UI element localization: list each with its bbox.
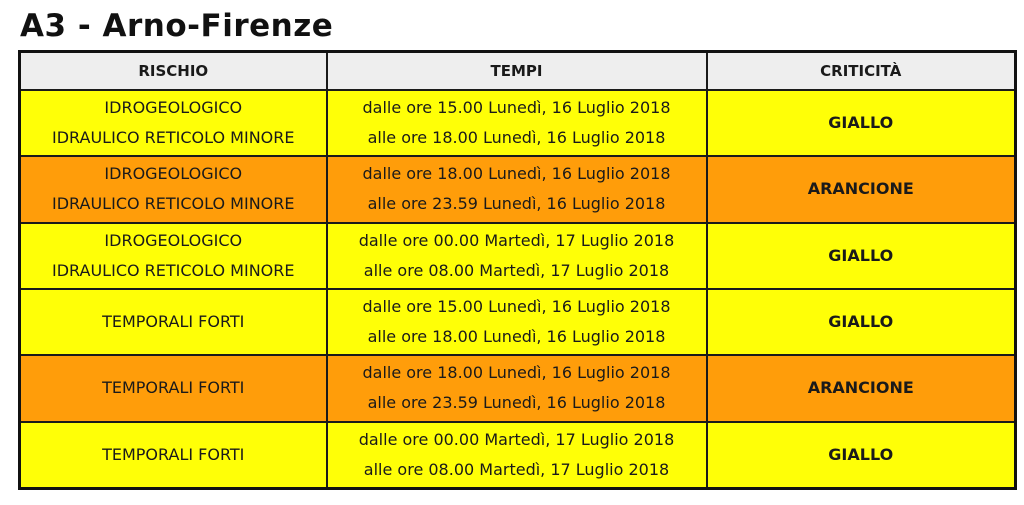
table-row xyxy=(20,422,1016,489)
tempi-from: dalle ore 00.00 Martedì, 17 Luglio 2018 xyxy=(358,230,675,250)
tempi-cell xyxy=(327,156,707,222)
tempi-to: alle ore 08.00 Martedì, 17 Luglio 2018 xyxy=(363,260,670,280)
rischio-line: IDROGEOLOGICO xyxy=(104,98,243,118)
tempi-to: alle ore 18.00 Lunedì, 16 Luglio 2018 xyxy=(367,327,666,347)
criticita-cell: ARANCIONE xyxy=(707,355,1016,421)
criticita-cell: GIALLO xyxy=(707,289,1016,355)
criticita-cell: GIALLO xyxy=(707,422,1016,489)
criticita-cell: GIALLO xyxy=(707,90,1016,156)
table-row xyxy=(20,289,1016,355)
rischio-line: IDRAULICO RETICOLO MINORE xyxy=(52,194,295,214)
criticita-cell: ARANCIONE xyxy=(707,156,1016,222)
rischio-line: TEMPORALI FORTI xyxy=(102,312,245,332)
table-row xyxy=(20,355,1016,421)
tempi-to: alle ore 08.00 Martedì, 17 Luglio 2018 xyxy=(363,459,670,479)
tempi-to: alle ore 23.59 Lunedì, 16 Luglio 2018 xyxy=(367,194,666,214)
table-row xyxy=(20,90,1016,156)
criticita-cell: GIALLO xyxy=(707,223,1016,289)
tempi-from: dalle ore 18.00 Lunedì, 16 Luglio 2018 xyxy=(362,164,671,184)
rischio-cell xyxy=(20,156,327,222)
table-header-row xyxy=(20,52,1016,91)
rischio-cell xyxy=(20,355,327,421)
header-tempi: TEMPI xyxy=(327,52,707,91)
header-criticita: CRITICITÀ xyxy=(707,52,1016,91)
table-row xyxy=(20,156,1016,222)
tempi-from: dalle ore 18.00 Lunedì, 16 Luglio 2018 xyxy=(362,363,671,383)
rischio-cell xyxy=(20,289,327,355)
rischio-cell xyxy=(20,422,327,489)
tempi-to: alle ore 18.00 Lunedì, 16 Luglio 2018 xyxy=(367,128,666,148)
tempi-cell xyxy=(327,90,707,156)
tempi-cell xyxy=(327,422,707,489)
tempi-cell xyxy=(327,355,707,421)
rischio-line: TEMPORALI FORTI xyxy=(102,444,245,464)
page-title: A3 - Arno-Firenze xyxy=(20,8,334,44)
tempi-cell xyxy=(327,289,707,355)
tempi-to: alle ore 23.59 Lunedì, 16 Luglio 2018 xyxy=(367,393,666,413)
rischio-line: IDRAULICO RETICOLO MINORE xyxy=(52,260,295,280)
tempi-from: dalle ore 15.00 Lunedì, 16 Luglio 2018 xyxy=(362,98,671,118)
table-row xyxy=(20,223,1016,289)
rischio-line: IDROGEOLOGICO xyxy=(104,230,243,250)
rischio-cell xyxy=(20,90,327,156)
rischio-line: IDROGEOLOGICO xyxy=(104,164,243,184)
rischio-cell xyxy=(20,223,327,289)
rischio-line: IDRAULICO RETICOLO MINORE xyxy=(52,128,295,148)
alert-table xyxy=(18,50,1017,490)
tempi-cell xyxy=(327,223,707,289)
tempi-from: dalle ore 00.00 Martedì, 17 Luglio 2018 xyxy=(358,429,675,449)
rischio-line: TEMPORALI FORTI xyxy=(102,378,245,398)
tempi-from: dalle ore 15.00 Lunedì, 16 Luglio 2018 xyxy=(362,297,671,317)
header-rischio: RISCHIO xyxy=(20,52,327,91)
